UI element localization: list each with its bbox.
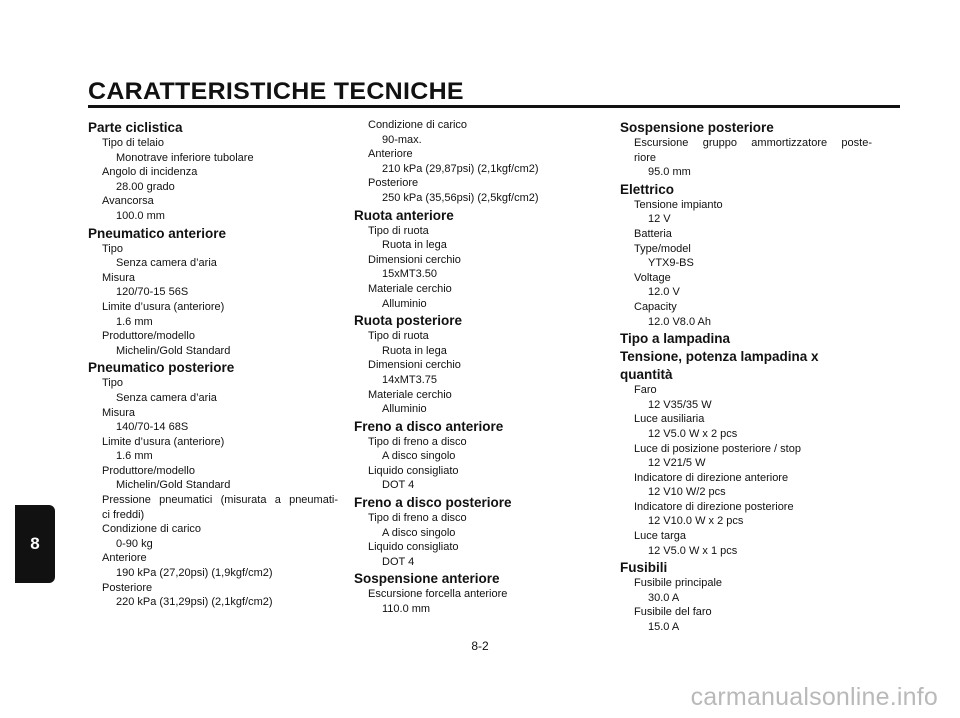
spec-value: 30.0 A <box>648 591 680 604</box>
spec-label: Limite d’usura (anteriore) <box>102 300 225 313</box>
section-heading-tipo-lampadina: Tipo a lampadina <box>620 331 731 347</box>
spec-value: A disco singolo <box>382 526 456 539</box>
spec-value: 15.0 A <box>648 621 680 634</box>
spec-value: 1.6 mm <box>116 450 153 463</box>
spec-label: Misura <box>102 406 136 419</box>
spec-value: 100.0 mm <box>116 209 165 222</box>
spec-label: Type/model <box>634 242 691 255</box>
spec-label: Anteriore <box>102 552 147 565</box>
spec-label: Materiale cerchio <box>368 282 452 295</box>
spec-label: Avancorsa <box>102 195 154 208</box>
spec-label: Produttore/modello <box>102 330 195 343</box>
spec-label: Liquido consigliato <box>368 464 459 477</box>
spec-value: 120/70-15 56S <box>116 286 189 299</box>
spec-value: 250 kPa (35,56psi) (2,5kgf/cm2) <box>382 191 539 204</box>
spec-label: Materiale cerchio <box>368 388 452 401</box>
section-heading-fusibili: Fusibili <box>620 560 668 576</box>
spec-label: Limite d’usura (anteriore) <box>102 435 225 448</box>
spec-value: 12.0 V <box>648 286 680 299</box>
spec-label: Fusibile del faro <box>634 606 712 619</box>
spec-value: 0-90 kg <box>116 537 153 550</box>
spec-value: Ruota in lega <box>382 239 447 252</box>
spec-label: Luce ausiliaria <box>634 413 705 426</box>
chapter-number: 8 <box>30 534 40 553</box>
spec-label: Voltage <box>634 271 671 284</box>
page-number: 8-2 <box>471 639 489 653</box>
page-title: CARATTERISTICHE TECNICHE <box>88 78 464 105</box>
section-heading-freno-anteriore: Freno a disco anteriore <box>354 418 504 434</box>
spec-value: 12 V10.0 W x 2 pcs <box>648 515 744 528</box>
spec-value: 90-max. <box>382 133 422 146</box>
spec-value: Senza camera d’aria <box>116 257 217 270</box>
spec-column-2 <box>354 118 604 617</box>
spec-column-3 <box>620 118 872 635</box>
spec-label: Tipo <box>102 377 123 390</box>
spec-label: Anteriore <box>368 148 413 161</box>
spec-value: 110.0 mm <box>382 603 431 616</box>
spec-label: Luce targa <box>634 530 686 543</box>
spec-value: 12 V5.0 W x 2 pcs <box>648 427 738 440</box>
spec-value: Ruota in lega <box>382 344 447 357</box>
section-heading-elettrico: Elettrico <box>620 181 675 197</box>
spec-label: Misura <box>102 271 136 284</box>
spec-label: riore <box>634 151 657 164</box>
spec-value: 12 V5.0 W x 1 pcs <box>648 544 738 557</box>
section-heading-ruota-anteriore: Ruota anteriore <box>354 207 454 223</box>
spec-label: Indicatore di direzione anteriore <box>634 471 789 484</box>
spec-value: YTX9-BS <box>648 257 694 270</box>
spec-value: 140/70-14 68S <box>116 421 189 434</box>
spec-value: DOT 4 <box>382 479 415 492</box>
spec-value: 28.00 grado <box>116 180 175 193</box>
spec-label: Escursione gruppo ammortizzatore poste- <box>634 137 872 149</box>
spec-value: DOT 4 <box>382 555 415 568</box>
spec-value: Michelin/Gold Standard <box>116 344 231 357</box>
spec-label: Fusibile principale <box>634 577 723 590</box>
spec-label: Dimensioni cerchio <box>368 253 461 266</box>
spec-value: Alluminio <box>382 297 427 310</box>
spec-value: 210 kPa (29,87psi) (2,1kgf/cm2) <box>382 162 539 175</box>
section-heading-tensione-potenza-cont: quantità <box>620 367 673 383</box>
spec-label: Indicatore di direzione posteriore <box>634 500 794 513</box>
spec-label: Batteria <box>634 227 672 240</box>
spec-label: Tipo di telaio <box>102 137 164 149</box>
spec-label: Angolo di incidenza <box>102 166 198 179</box>
spec-label: Tipo <box>102 242 123 255</box>
spec-value: Michelin/Gold Standard <box>116 479 231 492</box>
spec-label: Tipo di ruota <box>368 330 429 343</box>
spec-value: 95.0 mm <box>648 166 691 179</box>
spec-value: 190 kPa (27,20psi) (1,9kgf/cm2) <box>116 567 273 580</box>
spec-label: Condizione di carico <box>368 119 468 131</box>
spec-value: 12 V <box>648 213 671 226</box>
spec-label: Tipo di ruota <box>368 224 429 237</box>
spec-column-1 <box>88 118 338 610</box>
spec-label: Posteriore <box>368 177 419 190</box>
section-heading-sospensione-posteriore: Sospensione posteriore <box>620 120 774 135</box>
spec-label: ci freddi) <box>102 508 145 521</box>
section-heading-parte-ciclistica: Parte ciclistica <box>88 120 183 135</box>
spec-label: Tensione impianto <box>634 198 723 211</box>
spec-value: Senza camera d’aria <box>116 391 217 404</box>
spec-label: Tipo di freno a disco <box>368 435 467 448</box>
spec-label: Luce di posizione posteriore / stop <box>634 442 801 455</box>
section-heading-sospensione-anteriore: Sospensione anteriore <box>354 571 500 587</box>
spec-label: Escursione forcella anteriore <box>368 588 508 601</box>
watermark: carmanualsonline.info <box>690 683 938 711</box>
section-heading-freno-posteriore: Freno a disco posteriore <box>354 495 512 511</box>
spec-label: Dimensioni cerchio <box>368 359 461 372</box>
spec-value: Alluminio <box>382 403 427 416</box>
spec-label: Capacity <box>634 300 677 313</box>
spec-value: 12 V35/35 W <box>648 398 712 411</box>
spec-label: Produttore/modello <box>102 464 195 477</box>
chapter-tab <box>15 505 55 583</box>
spec-label: Tipo di freno a disco <box>368 512 467 525</box>
spec-label: Faro <box>634 384 657 397</box>
section-heading-tensione-potenza: Tensione, potenza lampadina x <box>620 349 819 365</box>
spec-label: Posteriore <box>102 581 153 594</box>
spec-value: 12 V21/5 W <box>648 457 706 470</box>
spec-value: Monotrave inferiore tubolare <box>116 151 254 164</box>
spec-value: 15xMT3.50 <box>382 268 438 281</box>
section-heading-pneumatico-posteriore: Pneumatico posteriore <box>88 360 235 376</box>
title-rule <box>88 105 900 108</box>
spec-value: A disco singolo <box>382 450 456 463</box>
section-heading-pneumatico-anteriore: Pneumatico anteriore <box>88 225 227 241</box>
spec-value: 220 kPa (31,29psi) (2,1kgf/cm2) <box>116 596 273 609</box>
spec-value: 1.6 mm <box>116 315 153 328</box>
spec-label: Pressione pneumatici (misurata a pneumati- <box>102 494 338 507</box>
spec-value: 14xMT3.75 <box>382 373 438 386</box>
spec-label: Condizione di carico <box>102 523 202 536</box>
spec-label: Liquido consigliato <box>368 541 459 554</box>
section-heading-ruota-posteriore: Ruota posteriore <box>354 313 463 329</box>
spec-value: 12.0 V8.0 Ah <box>648 315 711 328</box>
spec-value: 12 V10 W/2 pcs <box>648 486 726 499</box>
